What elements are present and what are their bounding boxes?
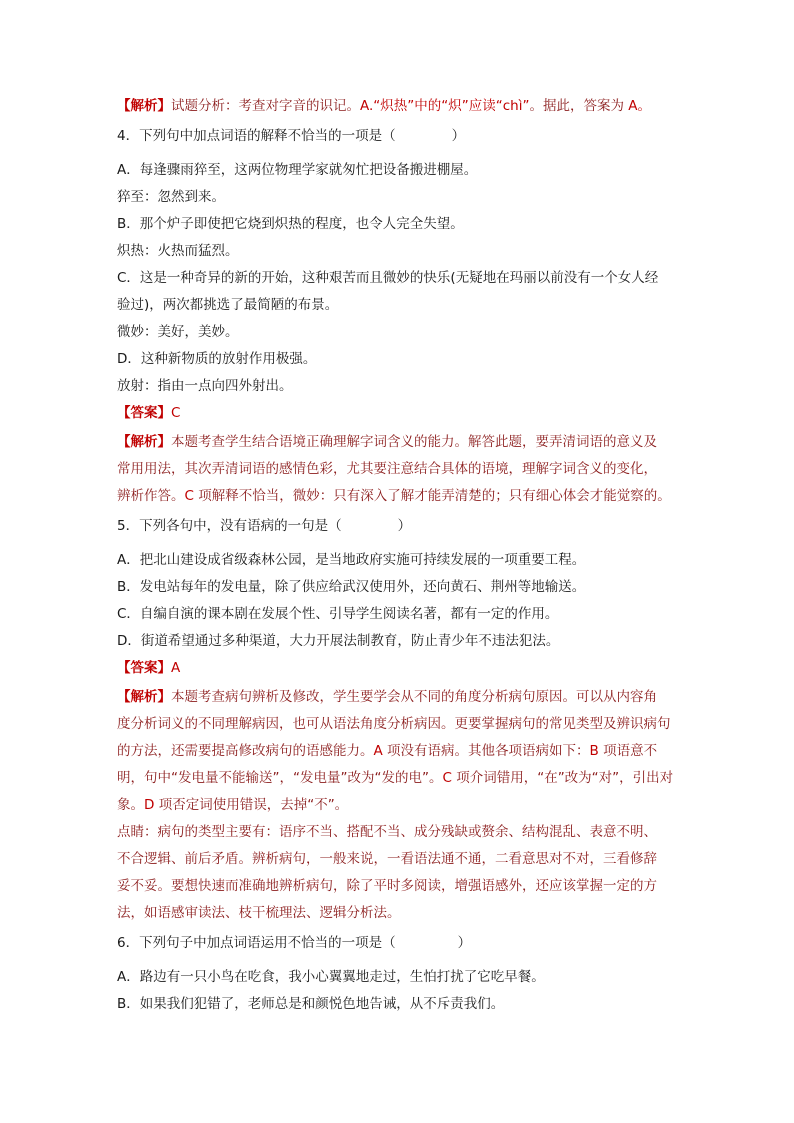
question-stem: 5．下列各句中，没有语病的一句是（ (117, 518, 342, 534)
q5-analysis-line (117, 768, 673, 788)
analysis-text: 本题考查学生结合语境正确理解字词含义的能力。解答此题，要弄清词语的意义及 (171, 434, 657, 450)
q5-tip-line: 妥不妥。要想快速而准确地辨析病句，除了平时多阅读，增强语感外，还应该掌握一定的方 (117, 878, 657, 894)
q5-tip-line: 点睛：病句的类型主要有：语序不当、搭配不当、成分残缺或赘余、结构混乱、表意不明、 (117, 824, 657, 840)
q4-line: 猝至：忽然到来。 (117, 189, 225, 205)
q4-line: 炽热：火热而猛烈。 (117, 243, 239, 259)
analysis-highlight: A (373, 743, 383, 759)
analysis-text: 项语意不 (598, 743, 658, 759)
q5-analysis-line (117, 687, 657, 707)
analysis-text: 本题考查病句辨析及修改，学生要学会从不同的角度分析病句原因。可以从内容角 (171, 689, 657, 705)
analysis-highlight: C (442, 770, 452, 786)
analysis-highlight: B (589, 743, 599, 759)
question-stem: 4．下列句中加点词语的解释不恰当的一项是（ (117, 128, 396, 144)
q4-analysis-line (117, 432, 657, 452)
analysis-label: 【解析】 (117, 689, 171, 705)
q4-analysis-line (117, 486, 671, 506)
q5-analysis-line: 度分析词义的不同理解病因，也可从语法角度分析病因。更要掌握病句的常见类型及辨识病句 (117, 716, 671, 732)
q5-analysis-line (117, 795, 348, 815)
q4-stem (117, 126, 465, 146)
q4-line: 微妙：美好，美妙。 (117, 324, 239, 340)
analysis-label: 【解析】 (117, 434, 171, 450)
q4-line: 验过)，两次都挑选了最简陋的布景。 (117, 297, 339, 313)
question-stem-end: ） (397, 518, 412, 534)
analysis-highlight: D (144, 797, 155, 813)
analysis-highlight: C (184, 488, 194, 504)
analysis-text: 明，句中“发电量不能输送”，“发电量”改为“发的电”。 (117, 770, 443, 786)
q5-line: B．发电站每年的发电量，除了供应给武汉使用外，还向黄石、荆州等地输送。 (117, 579, 586, 595)
analysis-highlight: A。 (628, 98, 652, 114)
q6-stem (117, 933, 471, 953)
analysis-text: 。据此，答案为 (529, 98, 629, 114)
q6-line: B．如果我们犯错了，老师总是和颜悦色地告诫，从不斥责我们。 (117, 996, 505, 1012)
q5-analysis-line (117, 741, 657, 761)
analysis-highlight: A.“炽热”中的“炽”应读“chì” (360, 98, 530, 114)
q4-line: B．那个炉子即使把它烧到炽热的程度，也令人完全失望。 (117, 216, 464, 232)
analysis-text: 辨析作答。 (117, 488, 185, 504)
q4-analysis-line: 常用用法，其次弄清词语的感情色彩，尤其要注意结合具体的语境，理解字词含义的变化， (117, 461, 657, 477)
answer-value: C (171, 405, 181, 421)
q6-line: A．路边有一只小鸟在吃食，我小心翼翼地走过，生怕打扰了它吃早餐。 (117, 969, 545, 985)
question-stem: 6．下列句子中加点词语运用不恰当的一项是（ (117, 935, 396, 951)
q5-stem (117, 516, 411, 536)
q4-answer (117, 403, 180, 423)
answer-value: A (171, 660, 181, 676)
q4-line: D．这种新物质的放射作用极强。 (117, 351, 317, 367)
q5-tip-line: 法，如语感审读法、枝干梳理法、逻辑分析法。 (117, 905, 401, 921)
q4-line: 放射：指由一点向四外射出。 (117, 378, 293, 394)
q5-answer (117, 658, 180, 678)
q5-line: A．把北山建设成省级森林公园，是当地政府实施可持续发展的一项重要工程。 (117, 552, 586, 568)
q5-line: C．自编自演的课本剧在发展个性、引导学生阅读名著，都有一定的作用。 (117, 606, 559, 622)
analysis-text: 项解释不恰当，微妙：只有深入了解才能弄清楚的；只有细心体会才能觉察的。 (193, 488, 671, 504)
q4-line: C．这是一种奇异的新的开始，这种艰苦而且微妙的快乐(无疑地在玛丽以前没有一个女人经 (117, 270, 659, 286)
q5-tip-line: 不合逻辑、前后矛盾。辨析病句，一般来说，一看语法通不通，二看意思对不对，三看修辞 (117, 851, 657, 867)
analysis-label: 【解析】 (117, 98, 171, 114)
analysis-text: 试题分析：考查对字音的识记。 (171, 98, 360, 114)
q4-line: A．每逢骤雨猝至，这两位物理学家就匆忙把设备搬进棚屋。 (117, 162, 478, 178)
answer-label: 【答案】 (117, 405, 171, 421)
answer-label: 【答案】 (117, 660, 171, 676)
analysis-text: 象。 (117, 797, 144, 813)
analysis-text: 项没有语病。其他各项语病如下： (382, 743, 590, 759)
q3-analysis-line (117, 96, 651, 116)
analysis-text: 项否定词使用错误，去掉“不”。 (154, 797, 349, 813)
question-stem-end: ） (457, 935, 472, 951)
q5-line: D．街道希望通过多种渠道，大力开展法制教育，防止青少年不违法犯法。 (117, 633, 560, 649)
question-stem-end: ） (451, 128, 466, 144)
analysis-text: 的方法，还需要提高修改病句的语感能力。 (117, 743, 374, 759)
analysis-text: 项介词错用，“在”改为“对”，引出对 (451, 770, 674, 786)
